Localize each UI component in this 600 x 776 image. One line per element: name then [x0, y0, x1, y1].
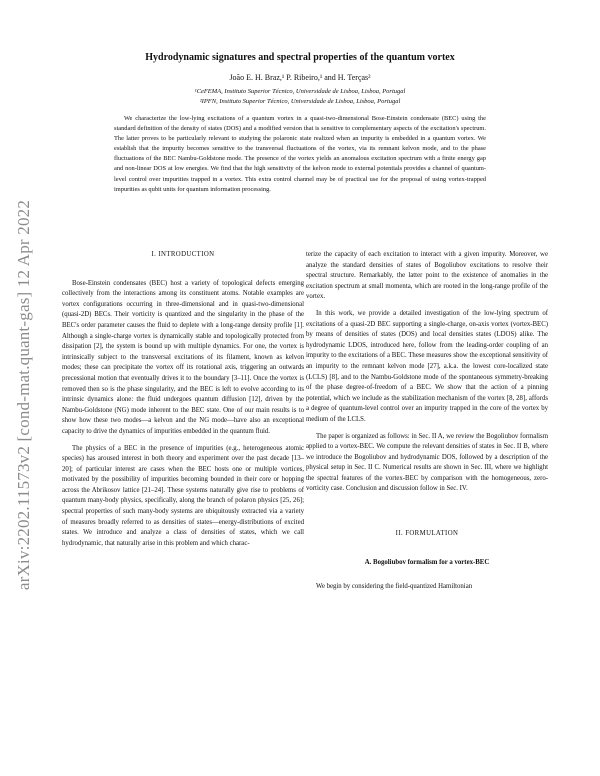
author-list: João E. H. Braz,¹ P. Ribeiro,¹ and H. Terças² — [229, 73, 371, 82]
abstract: We characterize the low-lying excitations of a quantum vortex in a quasi-two-dimensional Bose-Einstein condensate (BEC) using the standard definition of the density of states (DOS) and a modified version that is sensitive to complementary aspects of the excitation's spectrum. The latter proves to be particularly relevant to studying the polaronic state realized when an impurity is embedded in a quantum vortex. We establish that the impurity becomes sensitive to the transversal fluctuations of the vortex, via its remnant kelvon mode, and to the phase fluctuations of the BEC Nambu-Goldstone mode. The presence of the vortex yields an anomalous excitation spectrum with a finite energy gap and non-linear DOS at low energies. We find that the high sensitivity of the kelvon mode to external potentials provides a channel of quantum-level control over impurities trapped in a vortex. This extra control channel may be of practical use for the proposal of using vortex-trapped impurities as qubit units for quantum information processing. — [114, 115, 486, 193]
body-paragraph: In this work, we provide a detailed investigation of the low-lying spectrum of excitations of a quasi-2D BEC supporting a single-charge, on-axis vortex (vortex-BEC) by means of densities of states (DOS) and local densities states (LDOS) alike. The hydrodynamic LDOS, introduced here, follow from the leading-order coupling of an impurity to the excitations of a BEC. These measures show the exceptional sensitivity of an impurity to the remnant kelvon mode [27], a.k.a. the lowest core-localized state (LCLS) [8], and to the Nambu-Goldstone mode of the spontaneous symmetry-breaking of the phase degree-of-freedom of a BEC. We show that the action of a pinning potential, which we include as the stabilization mechanism of the vortex [8, 28], affords a degree of quantum-level control over an impurity trapped in the core of the vortex by medium of the LCLS. — [306, 309, 548, 423]
body-paragraph: We begin by considering the field-quantized Hamiltonian — [316, 583, 473, 591]
body-paragraph: The paper is organized as follows: in Sec. II A, we review the Bogoliubov formalism applied to a vortex-BEC. We compute the relevant densities of states in Sec. II B, where we introduce the Bogoliubov and hydrodynamic DOS, followed by a description of the physical setup in Sec. II C. Numerical results are shown in Sec. III, where we highlight the spectral features of the vortex-BEC by comparison with the homogeneous, zero-vorticity case. Conclusion and discussion follow in Sec. IV. — [306, 432, 548, 493]
body-paragraph: terize the capacity of each excitation to interact with a given impurity. Moreover, we analyze the standard densities of states of Bogoliubov excitations to resolve their spectral structure. Remarkably, the latter point to the existence of anomalies in the excitation spectrum at small momenta, which are rooted in the long-range profile of the vortex. — [306, 251, 548, 301]
paper-title: Hydrodynamic signatures and spectral properties of the quantum vortex — [145, 52, 455, 63]
affiliation-1: ¹CeFEMA, Instituto Superior Técnico, Universidade de Lisboa, Lisboa, Portugal — [194, 88, 406, 95]
intro-paragraph: Bose-Einstein condensates (BEC) host a variety of topological defects emerging collectively from the interactions among its constituent atoms. Notable examples are vortex configurations occurring in three-dimensional and in quasi-two-dimensional (quasi-2D) BECs. Their vorticity is quantized and the singularity in the phase of the BEC's order parameter causes the fluid to deplete with a long-range density profile [1]. Although a single-charge vortex is dynamically stable and topologically protected from dissipation [2], the system is bound up with multiple dynamics. For one, the vortex is intrinsically subject to the transversal excitations of its filament, known as kelvon modes; these can precipitate the vortex off its rotational axis, triggering an outwards precessional motion that eventually drives it to the boundary [3–11]. Once the vortex is removed then so is the phase singularity, and the BEC is left to evolve according to its intrinsic dynamics alone: the fluid undergoes quantum diffusion [12], driven by the Nambu-Goldstone (NG) mode inherent to the BEC state. One of our main results is to show how these two modes—a kelvon and the NG mode—have also an exceptional capacity to drive the dynamics of impurities embedded in the quantum fluid. — [62, 279, 304, 435]
subsection-heading-bogoliubov: A. Bogoliubov formalism for a vortex-BEC — [364, 558, 490, 566]
section-heading-introduction: I. INTRODUCTION — [151, 251, 215, 258]
arxiv-side-stamp — [2, 150, 46, 640]
left-column — [62, 250, 304, 555]
intro-paragraph: The physics of a BEC in the presence of impurities (e.g., heterogeneous atomic species) has aroused interest in both theory and experiment over the past decade [13–20]; of particular interest are cases when the BEC hosts one or multiple vortices, motivated by the possibility of impurities becoming bounded in their core or hopping across the Abrikosov lattice [21–24]. These systems naturally give rise to problems of quantum many-body physics, specifically, along the branch of polaron physics [25, 26]; spectral properties of such many-body systems are ubiquitously extracted via a variety of measures broadly referred to as densities of states—energy-distributions of excited states. We introduce and analyze a class of densities of states, which we call hydrodynamic, that naturally arise in this problem and which charac- — [62, 444, 304, 547]
arxiv-identifier[interactable]: arXiv:2202.11573v2 [cond-mat.quant-gas] 12 Apr 2022 — [14, 199, 33, 591]
affiliation-2: ²IPFN, Instituto Superior Técnico, Universidade de Lisboa, Lisboa, Portugal — [199, 98, 401, 105]
section-heading-formulation: II. FORMULATION — [395, 530, 459, 538]
right-column — [306, 250, 548, 599]
